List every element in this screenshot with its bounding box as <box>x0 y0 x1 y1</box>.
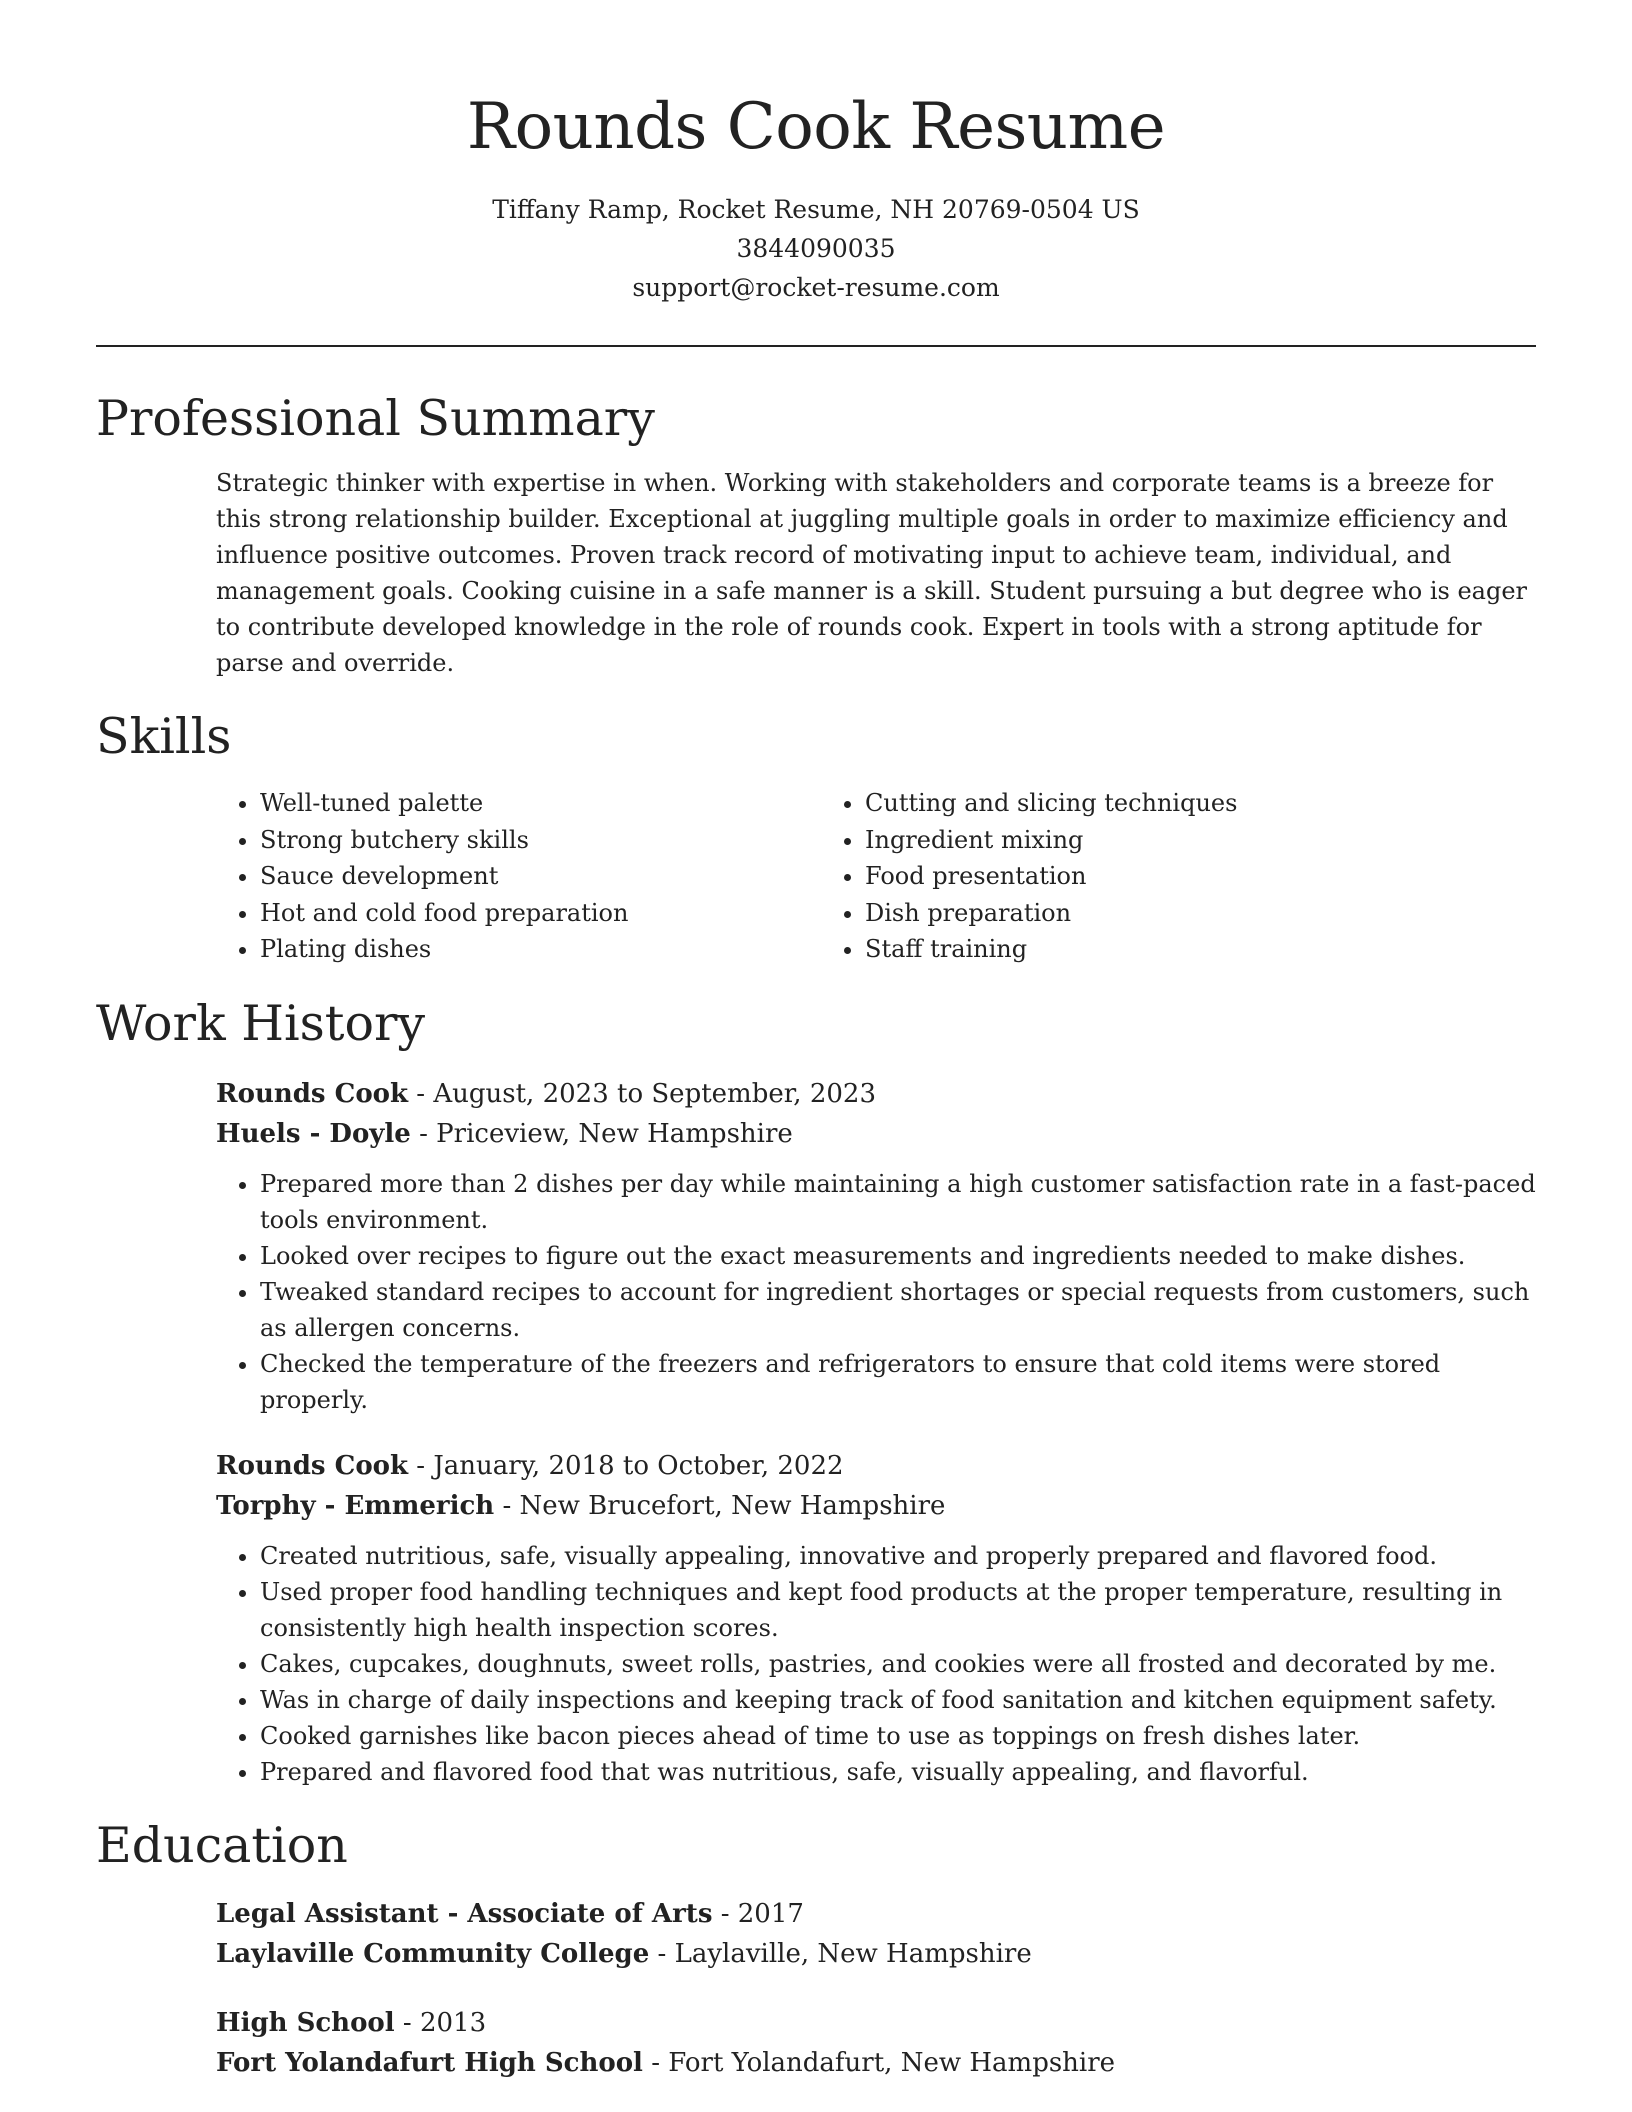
work-history-heading: Work History <box>96 994 426 1052</box>
summary-text: Strategic thinker with expertise in when. Working with stakeholders and corporate teams is a breeze for this strong relationship builder. Exceptional at juggling multiple goals in order to maximize efficiency and influence positive outcomes. Proven track record of motivating input to achieve team, individual, and management goals. Cooking cuisine in a safe manner is a skill. Student pursuing a but degree who is eager to contribute developed knowledge in the role of rounds cook. Expert in tools with a strong aptitude for parse and override. <box>216 469 1528 677</box>
job-company-line <box>216 1486 1536 1526</box>
job-bullet: • Cooked garnishes like bacon pieces ahead of time to use as toppings on fresh dishes later. <box>260 1718 1536 1754</box>
work-history-section <box>96 992 1536 1790</box>
job-entry <box>216 1074 1536 1418</box>
job-title: Rounds Cook <box>216 1450 409 1481</box>
skill-item: • Staff training <box>865 931 1426 968</box>
job-location: - New Brucefort, New Hampshire <box>494 1490 946 1521</box>
job-bullet: • Prepared more than 2 dishes per day while maintaining a high customer satisfaction rate in a fast-paced tools environment. <box>260 1166 1536 1238</box>
skills-heading: Skills <box>96 708 232 765</box>
resume-header <box>96 0 1536 307</box>
education-year: - 2013 <box>394 2007 487 2038</box>
job-bullet: • Checked the temperature of the freezers and refrigerators to ensure that cold items were stored properly. <box>260 1346 1536 1418</box>
education-degree-line <box>216 2003 1536 2043</box>
skills-columns <box>216 785 1536 968</box>
summary-heading: Professional Summary <box>96 390 655 447</box>
job-entry <box>216 1446 1536 1790</box>
education-school: Fort Yolandafurt High School <box>216 2047 643 2078</box>
job-bullets <box>216 1166 1536 1418</box>
education-school: Laylaville Community College <box>216 1938 650 1969</box>
job-bullet: • Cakes, cupcakes, doughnuts, sweet rolls, pastries, and cookies were all frosted and decorated by me. <box>260 1646 1536 1682</box>
education-entry <box>216 1894 1536 1974</box>
job-dates: - August, 2023 to September, 2023 <box>408 1078 877 1109</box>
education-entry <box>216 2003 1536 2083</box>
skill-item: • Plating dishes <box>260 931 821 968</box>
skills-section <box>96 705 1536 968</box>
job-company-line <box>216 1114 1536 1154</box>
education-degree-line <box>216 1894 1536 1934</box>
education-school-line <box>216 2043 1536 2083</box>
job-bullet: • Prepared and flavored food that was nutritious, safe, visually appealing, and flavorful. <box>260 1754 1536 1790</box>
education-degree: Legal Assistant - Associate of Arts <box>216 1898 713 1929</box>
education-school-line <box>216 1934 1536 1974</box>
job-title: Rounds Cook <box>216 1078 409 1109</box>
job-company: Torphy - Emmerich <box>216 1490 495 1521</box>
education-location: - Laylaville, New Hampshire <box>649 1938 1032 1969</box>
education-location: - Fort Yolandafurt, New Hampshire <box>642 2047 1116 2078</box>
job-title-line <box>216 1074 1536 1114</box>
skill-item: • Sauce development <box>260 858 821 895</box>
job-bullet: • Tweaked standard recipes to account for ingredient shortages or special requests from customers, such as allergen concerns. <box>260 1274 1536 1346</box>
contact-address: Tiffany Ramp, Rocket Resume, NH 20769-0504 US <box>492 195 1140 224</box>
job-bullets <box>216 1538 1536 1790</box>
contact-block <box>96 190 1536 307</box>
skill-item: • Well-tuned palette <box>260 785 821 822</box>
skills-right-column <box>821 785 1426 968</box>
job-bullet: • Was in charge of daily inspections and keeping track of food sanitation and kitchen equipment safety. <box>260 1682 1536 1718</box>
skill-item: • Ingredient mixing <box>865 822 1426 859</box>
header-divider <box>96 345 1536 347</box>
job-bullet: • Created nutritious, safe, visually appealing, innovative and properly prepared and flavored food. <box>260 1538 1536 1574</box>
contact-phone: 3844090035 <box>736 234 896 263</box>
education-heading: Education <box>96 1816 348 1874</box>
job-location: - Priceview, New Hampshire <box>410 1118 793 1149</box>
skill-item: • Dish preparation <box>865 895 1426 932</box>
skills-left-column <box>216 785 821 968</box>
job-bullet: • Used proper food handling techniques and kept food products at the proper temperature, resulting in consistently high health inspection scores. <box>260 1574 1536 1646</box>
summary-section <box>96 387 1536 681</box>
resume-title: Rounds Cook Resume <box>466 90 1166 164</box>
education-section <box>96 1814 1536 2083</box>
job-company: Huels - Doyle <box>216 1118 411 1149</box>
education-year: - 2017 <box>712 1898 804 1929</box>
skill-item: • Cutting and slicing techniques <box>865 785 1426 822</box>
contact-email: support@rocket-resume.com <box>632 273 1000 302</box>
job-dates: - January, 2018 to October, 2022 <box>408 1450 844 1481</box>
skill-item: • Strong butchery skills <box>260 822 821 859</box>
skill-item: • Food presentation <box>865 858 1426 895</box>
skill-item: • Hot and cold food preparation <box>260 895 821 932</box>
job-bullet: • Looked over recipes to figure out the exact measurements and ingredients needed to make dishes. <box>260 1238 1536 1274</box>
job-title-line <box>216 1446 1536 1486</box>
education-degree: High School <box>216 2007 395 2038</box>
